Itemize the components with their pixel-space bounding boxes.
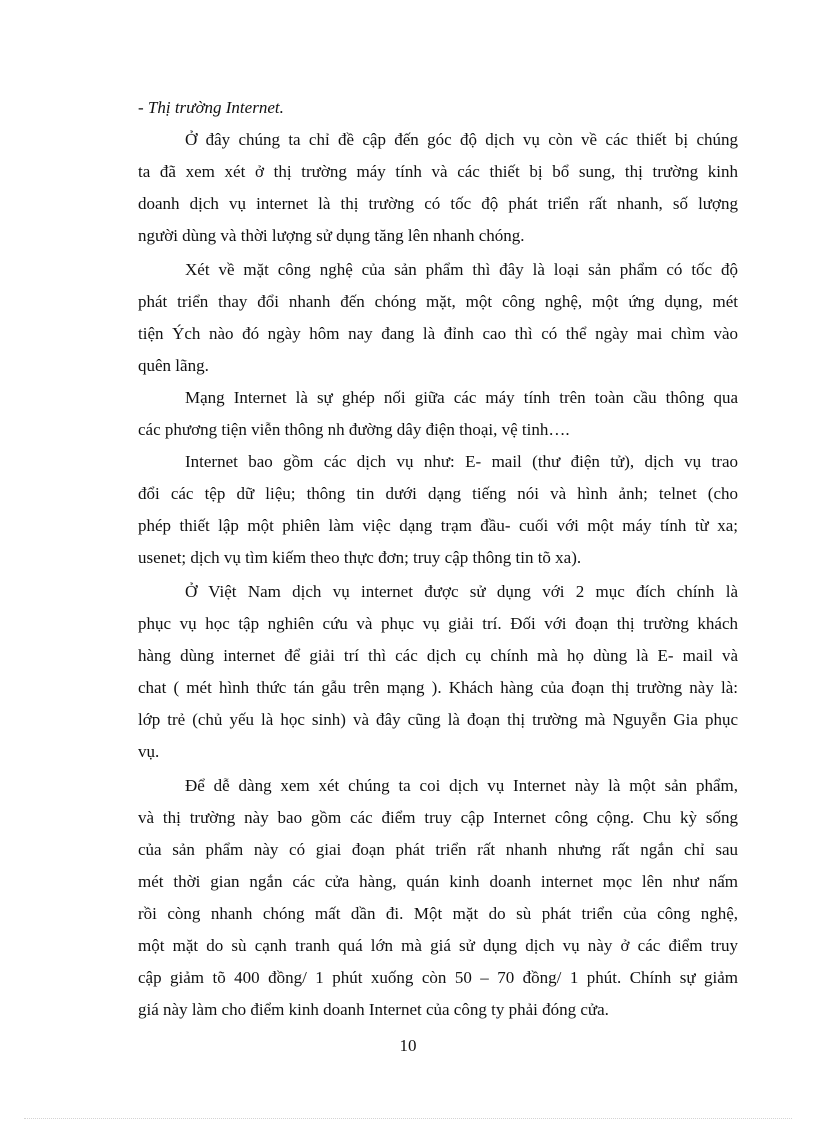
paragraph-line: phát triển thay đổi nhanh đến chóng mặt, một công nghệ, một ứng dụng, mét bbox=[138, 292, 738, 311]
paragraph-line: Ở đây chúng ta chỉ đề cập đến góc độ dịch vụ còn về các thiết bị chúng bbox=[185, 130, 738, 149]
paragraph-line: doanh dịch vụ internet là thị trường có tốc độ phát triển rất nhanh, số lượng bbox=[138, 194, 738, 213]
paragraph-line: chat ( mét hình thức tán gẫu trên mạng ). Khách hàng của đoạn thị trường này là: bbox=[138, 678, 738, 697]
paragraph-line: mét thời gian ngắn các cửa hàng, quán kinh doanh internet mọc lên như nấm bbox=[138, 872, 738, 891]
page-number: 10 bbox=[399, 1036, 417, 1055]
paragraph-line: một mặt do sù cạnh tranh quá lớn mà giá sử dụng dịch vụ này ở các điểm truy bbox=[138, 936, 738, 955]
paragraph-line: Internet bao gồm các dịch vụ như: E- mail (thư điện tử), dịch vụ trao bbox=[185, 452, 738, 471]
paragraph-line: của sản phẩm này có giai đoạn phát triển rất nhanh nhưng rất ngắn chỉ sau bbox=[138, 840, 738, 859]
paragraph-line: cập giảm tõ 400 đồng/ 1 phút xuống còn 50 – 70 đồng/ 1 phút. Chính sự giảm bbox=[138, 968, 738, 987]
paragraph-line: vụ. bbox=[138, 742, 160, 761]
paragraph-line: Xét về mặt công nghệ của sản phẩm thì đây là loại sản phẩm có tốc độ bbox=[185, 260, 738, 279]
page-bottom-rule bbox=[24, 1118, 792, 1119]
paragraph-line: phép thiết lập một phiên làm việc dạng trạm đầu- cuối với một máy tính từ xa; bbox=[138, 516, 738, 535]
paragraph-line: người dùng và thời lượng sử dụng tăng lên nhanh chóng. bbox=[138, 226, 525, 245]
paragraph-line: Để dễ dàng xem xét chúng ta coi dịch vụ Internet này là một sản phẩm, bbox=[185, 776, 738, 795]
paragraph-line: hàng dùng internet để giải trí thì các dịch cụ chính mà họ dùng là E- mail và bbox=[138, 646, 738, 665]
paragraph-line: rồi còng nhanh chóng mất dần đi. Một mặt do sù phát triển của công nghệ, bbox=[138, 904, 738, 923]
paragraph-line: Mạng Internet là sự ghép nối giữa các máy tính trên toàn cầu thông qua bbox=[185, 388, 738, 407]
paragraph-line: đổi các tệp dữ liệu; thông tin dưới dạng tiếng nói và hình ảnh; telnet (cho bbox=[138, 484, 738, 503]
paragraph-line: tiện Ých nào đó ngày hôm nay đang là đỉnh cao thì có thể ngày mai chìm vào bbox=[138, 324, 738, 343]
paragraph-line: các phương tiện viễn thông nh đường dây điện thoại, vệ tinh…. bbox=[138, 420, 570, 439]
section-heading: - Thị trường Internet. bbox=[138, 98, 284, 117]
paragraph-line: ta đã xem xét ở thị trường máy tính và các thiết bị bổ sung, thị trường kinh bbox=[138, 162, 738, 181]
paragraph-line: giá này làm cho điểm kinh doanh Internet của công ty phải đóng cửa. bbox=[138, 1000, 609, 1019]
paragraph-line: quên lãng. bbox=[138, 356, 209, 375]
paragraph-line: Ở Việt Nam dịch vụ internet được sử dụng với 2 mục đích chính là bbox=[185, 582, 738, 601]
paragraph-line: phục vụ học tập nghiên cứu và phục vụ giải trí. Đối với đoạn thị trường khách bbox=[138, 614, 738, 633]
paragraph-line: lớp trẻ (chủ yếu là học sinh) và đây cũng là đoạn thị trường mà Nguyễn Gia phục bbox=[138, 710, 738, 729]
paragraph-line: và thị trường này bao gồm các điểm truy cập Internet công cộng. Chu kỳ sống bbox=[138, 808, 738, 827]
paragraph-line: usenet; dịch vụ tìm kiếm theo thực đơn; truy cập thông tin tõ xa). bbox=[138, 548, 582, 567]
